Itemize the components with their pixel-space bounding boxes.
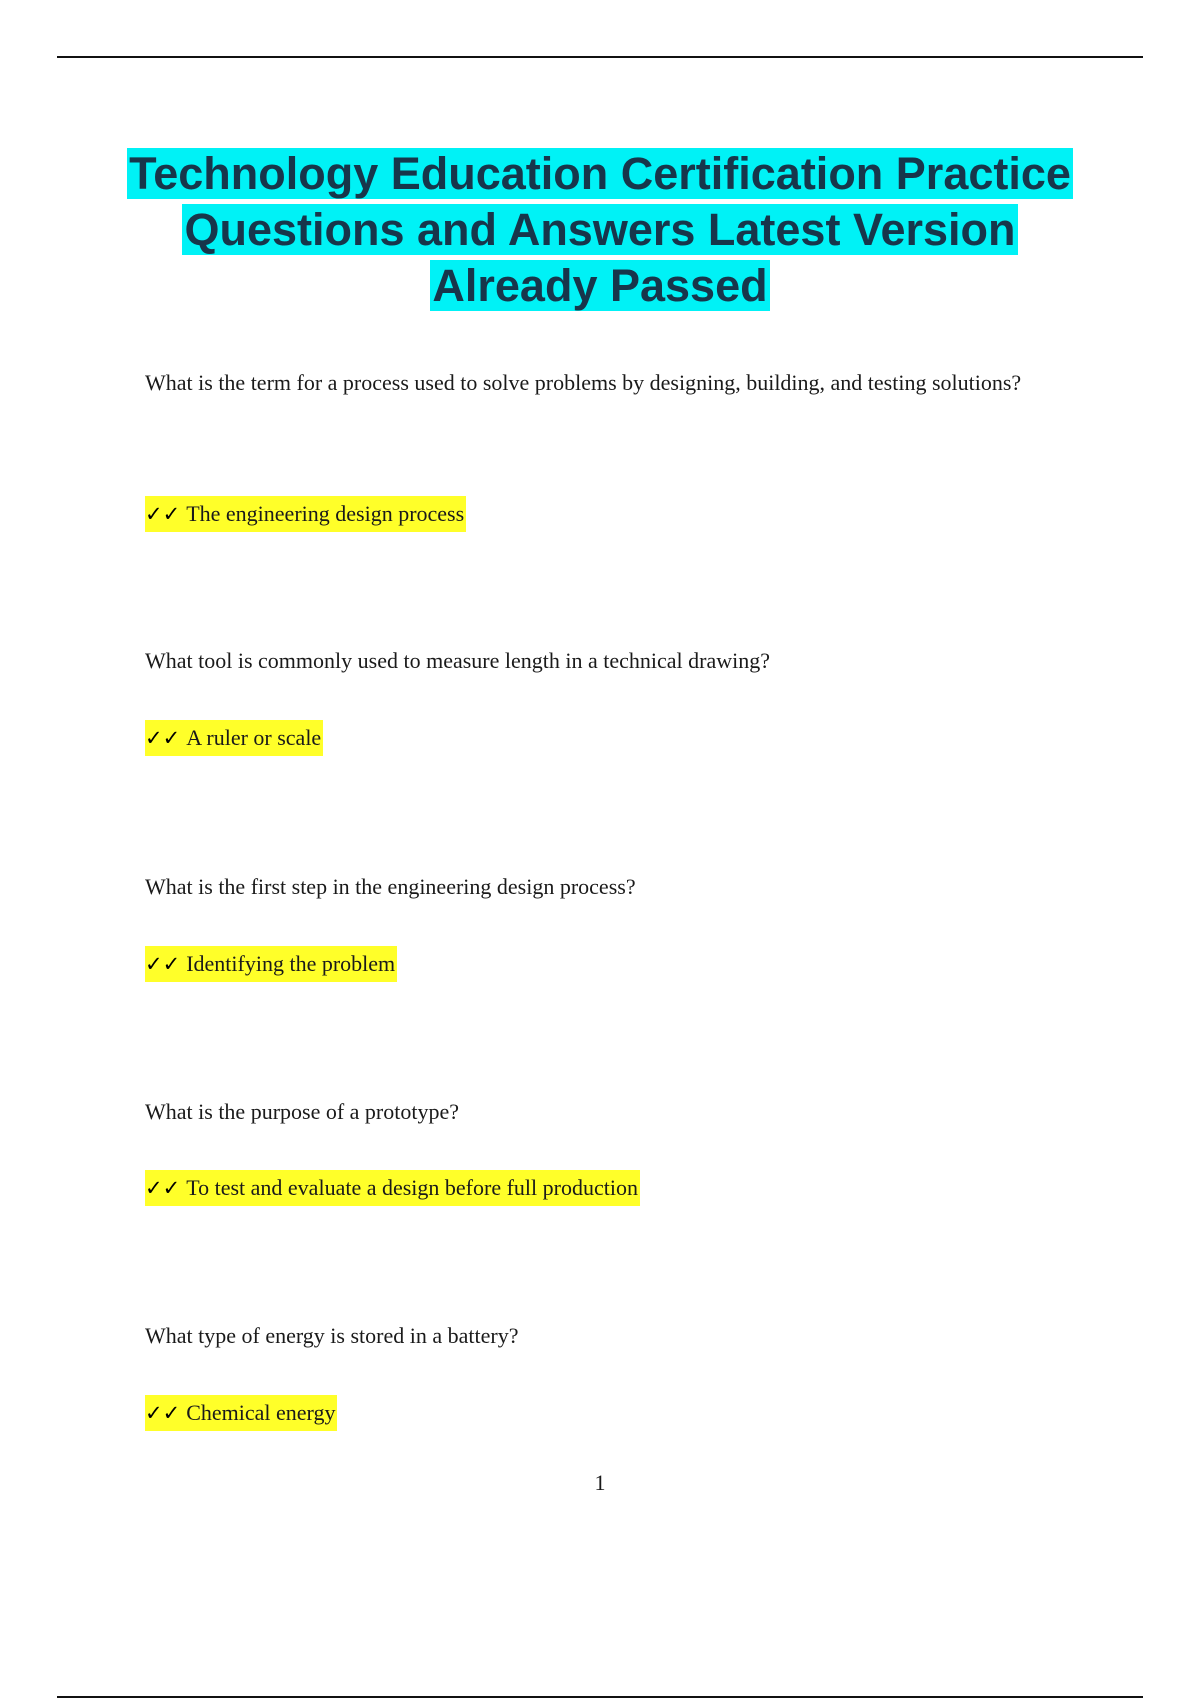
question-1: What is the term for a process used to solve problems by designing, building, and testing solutions? [145,370,1022,395]
answer-5-highlight [145,1395,337,1431]
header-rule [57,56,1143,58]
double-check-icon: ✓✓ [145,1176,181,1200]
document-title [100,146,1100,314]
footer-rule [57,1696,1143,1698]
page-number: 1 [594,1470,606,1495]
qa-item-1 [145,356,1045,526]
qa-item-5 [145,1309,1045,1425]
answer-5 [145,1395,337,1431]
question-4: What is the purpose of a prototype? [145,1099,460,1124]
double-check-icon: ✓✓ [145,726,181,750]
qa-item-2 [145,634,1045,750]
double-check-icon: ✓✓ [145,1401,181,1425]
double-check-icon: ✓✓ [145,952,181,976]
question-2: What tool is commonly used to measure length in a technical drawing? [145,648,770,673]
answer-4 [145,1170,640,1206]
answer-4-highlight [145,1170,640,1206]
document-title-text: Technology Education Certification Practice Questions and Answers Latest Version Already Passed [129,148,1071,311]
answer-3 [145,946,397,982]
answer-1 [145,496,466,532]
answer-5-text: Chemical energy [186,1400,336,1425]
answer-3-highlight [145,946,397,982]
answer-1-text: The engineering design process [186,501,465,526]
answer-2 [145,720,323,756]
answer-2-highlight [145,720,323,756]
double-check-icon: ✓✓ [145,502,181,526]
question-5: What type of energy is stored in a battery? [145,1323,519,1348]
answer-4-text: To test and evaluate a design before full production [186,1175,638,1200]
qa-item-4 [145,1085,1045,1200]
question-3: What is the first step in the engineering design process? [145,874,636,899]
answer-1-highlight [145,496,466,532]
answer-3-text: Identifying the problem [186,951,396,976]
qa-item-3 [145,860,1045,976]
title-block [100,146,1100,314]
answer-2-text: A ruler or scale [186,725,322,750]
